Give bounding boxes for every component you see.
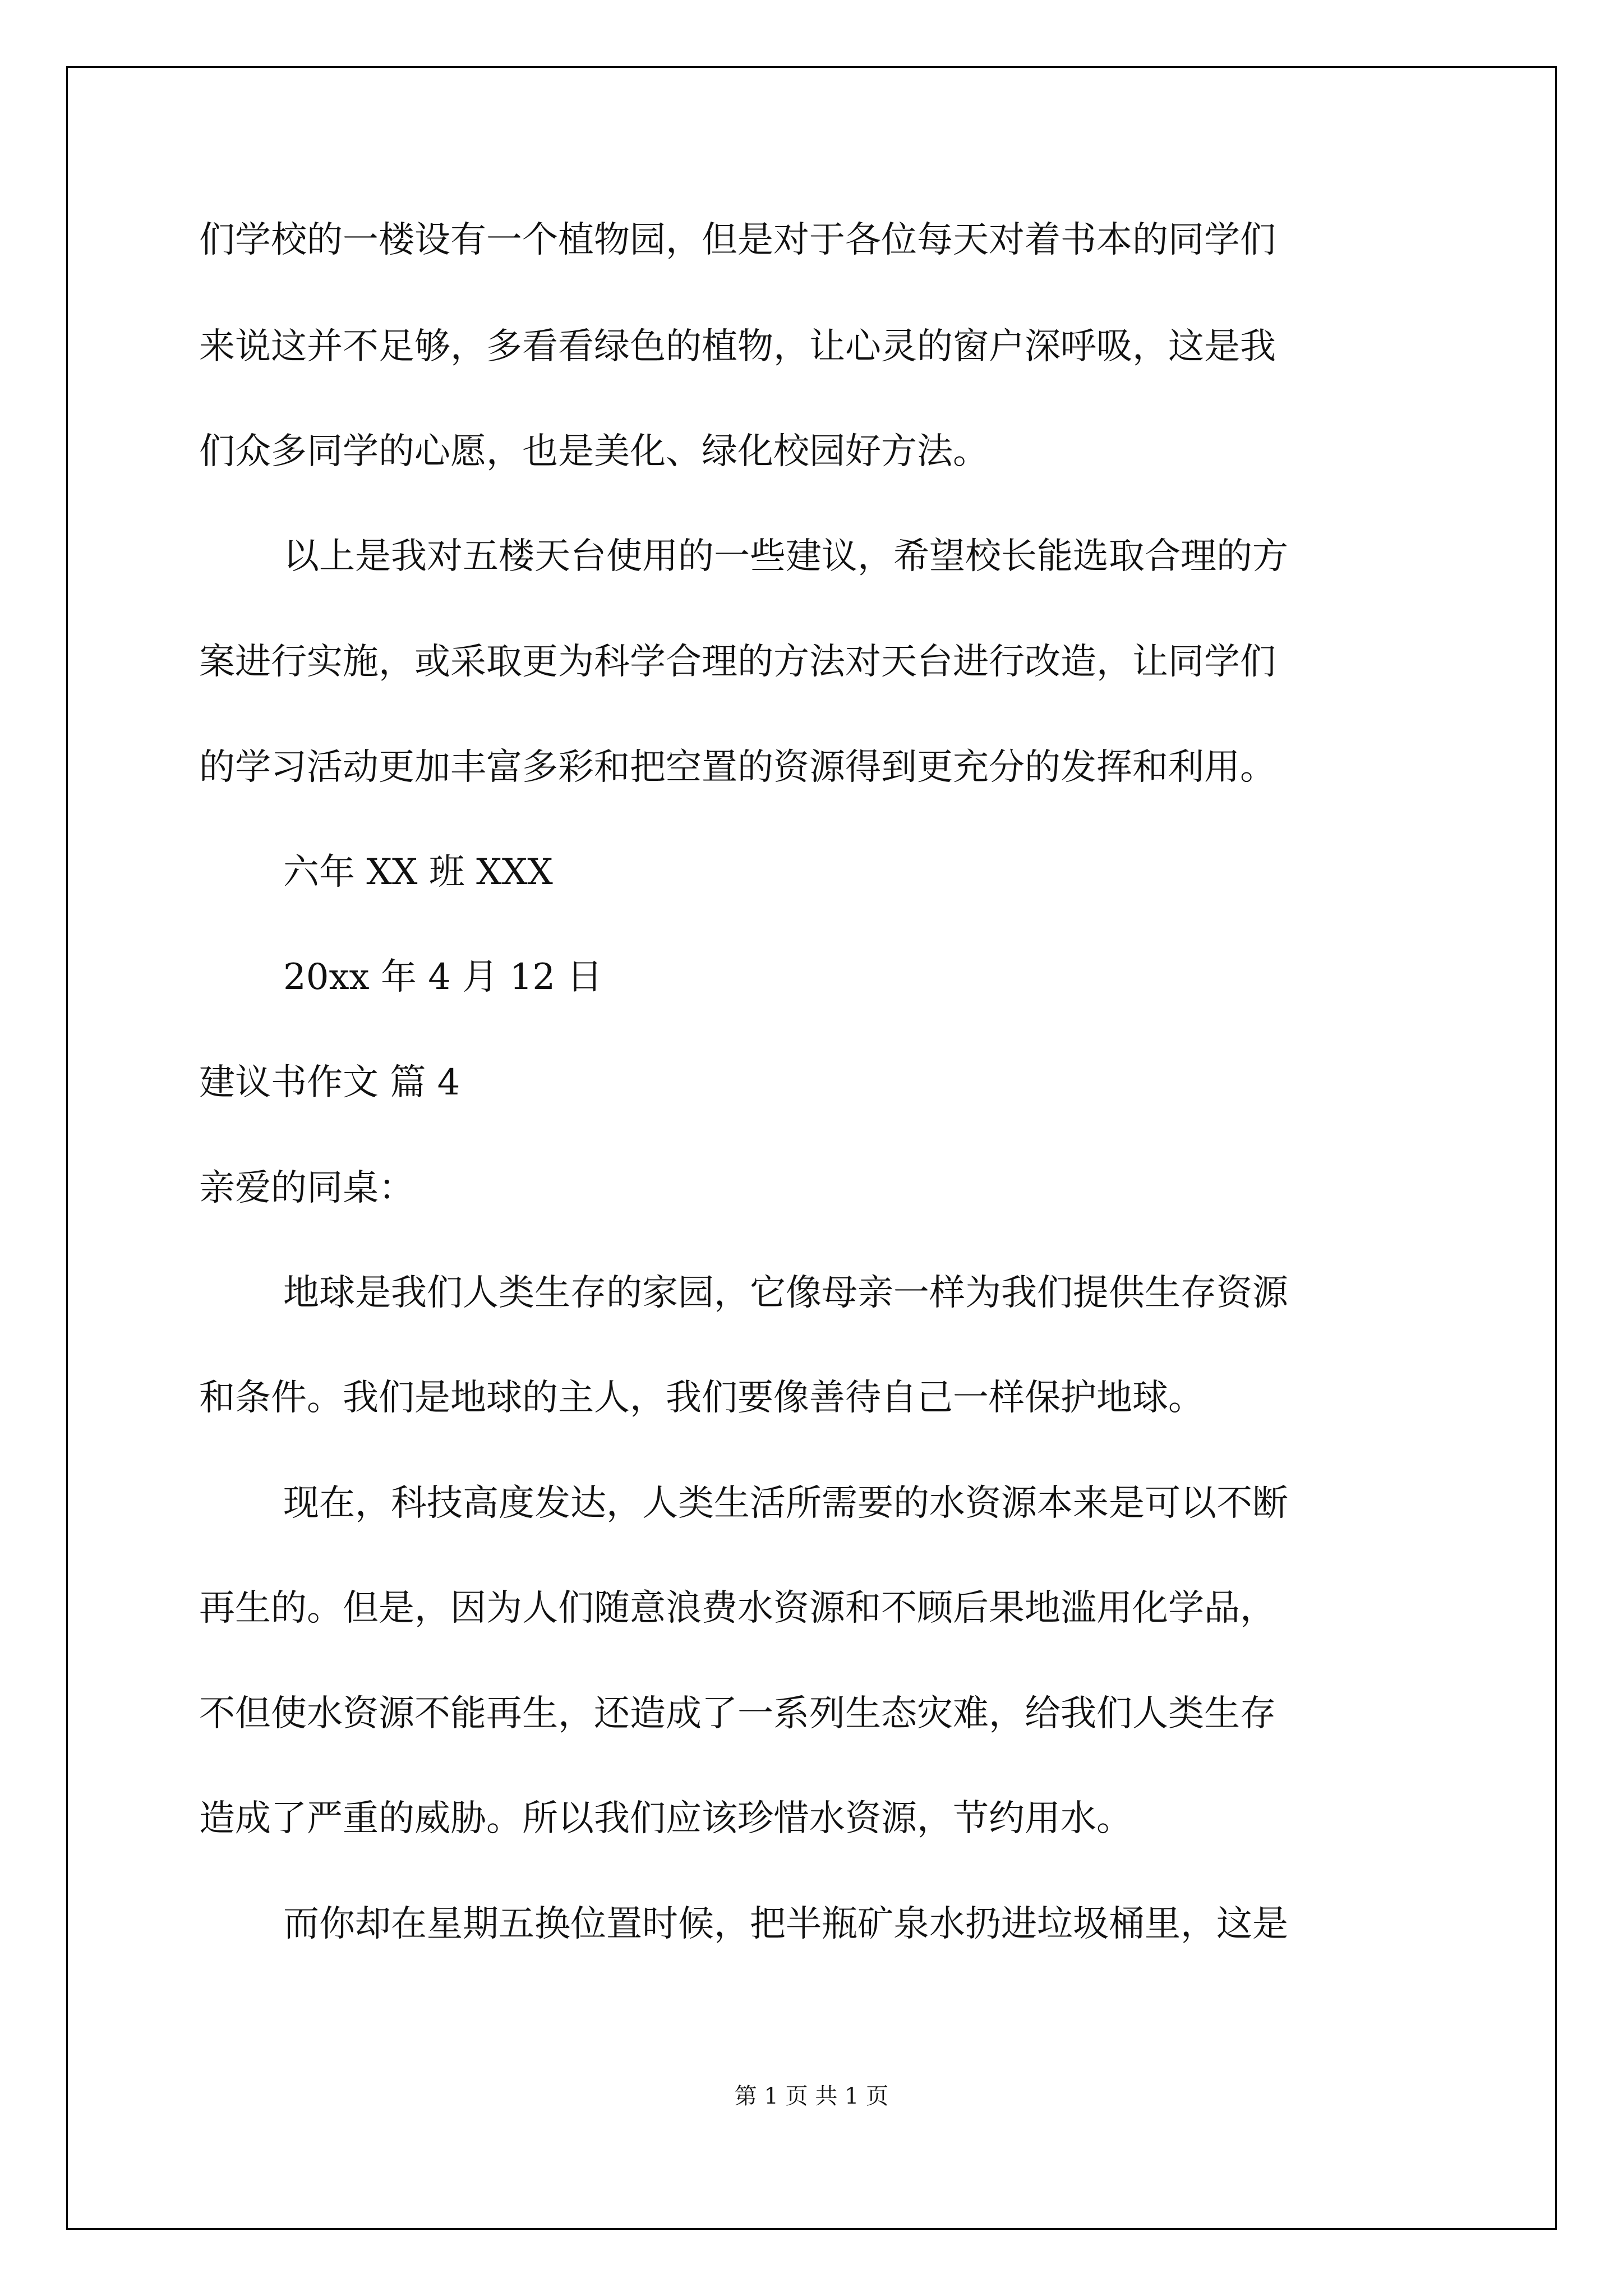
text-line: 以上是我对五楼天台使用的一些建议，希望校长能选取合理的方 <box>283 536 1288 577</box>
page-footer: 第 1 页 共 1 页 <box>734 2083 889 2109</box>
text-line: 再生的。但是，因为人们随意浪费水资源和不顾后果地滥用化学品， <box>199 1588 1276 1629</box>
section-heading: 建议书作文 篇 4 <box>199 1062 460 1103</box>
text-line: 来说这并不足够，多看看绿色的植物，让心灵的窗户深呼吸，这是我 <box>199 326 1276 367</box>
text-line: 和条件。我们是地球的主人，我们要像善待自己一样保护地球。 <box>199 1377 1204 1419</box>
salutation: 亲爱的同桌： <box>199 1167 414 1209</box>
date-line: 20xx 年 4 月 12 日 <box>283 956 603 998</box>
text-line: 现在，科技高度发达，人类生活所需要的水资源本来是可以不断 <box>283 1483 1288 1524</box>
text-line: 的学习活动更加丰富多彩和把空置的资源得到更充分的发挥和利用。 <box>199 747 1276 788</box>
text-line: 造成了严重的威胁。所以我们应该珍惜水资源，节约用水。 <box>199 1798 1132 1839</box>
text-line: 不但使水资源不能再生，还造成了一系列生态灾难，给我们人类生存 <box>199 1693 1276 1734</box>
signature-line: 六年 XX 班 XXX <box>283 852 553 893</box>
text-line: 而你却在星期五换位置时候，把半瓶矿泉水扔进垃圾桶里，这是 <box>283 1903 1288 1945</box>
text-line: 案进行实施，或采取更为科学合理的方法对天台进行改造，让同学们 <box>199 641 1276 683</box>
text-line: 们众多同学的心愿，也是美化、绿化校园好方法。 <box>199 431 989 472</box>
text-line: 地球是我们人类生存的家园，它像母亲一样为我们提供生存资源 <box>283 1272 1288 1314</box>
text-line: 们学校的一楼设有一个植物园，但是对于各位每天对着书本的同学们 <box>199 219 1276 261</box>
